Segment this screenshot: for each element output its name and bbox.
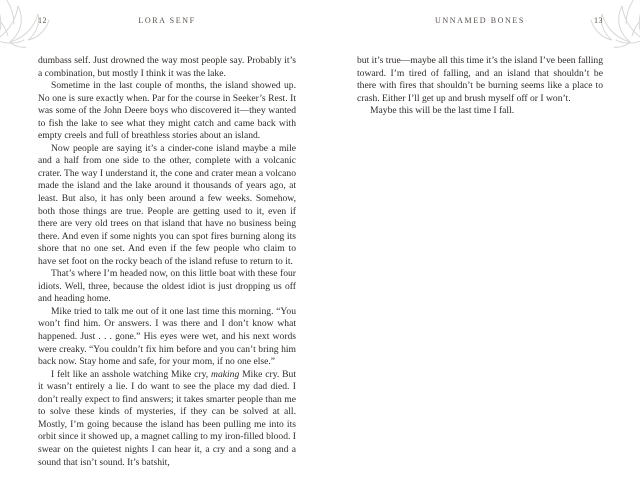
paragraph (38, 369, 296, 469)
paragraph: Mike tried to talk me out of it one last time this morning. “You won’t find him. Or answers. I was there and I don’t know what happened. Just . . . gone.” His eyes were wet, and his next words were creaky. “You couldn’t fix him before and you can’t bring him back now. Stay home and safe, for your mom, if no one else.” (38, 305, 296, 368)
paragraph-text: I felt like an asshole watching Mike cry, (51, 368, 212, 380)
running-header-author: LORA SENF (138, 16, 196, 25)
page-number-right: 13 (594, 16, 603, 25)
paragraph: Maybe this will be the last time I fall. (370, 105, 515, 117)
running-header-title: UNNAMED BONES (435, 16, 525, 25)
paragraph: That’s where I’m headed now, on this little boat with these four idiots. Well, three, because the oldest idiot is just dropping us off and heading home. (38, 268, 296, 305)
page-left (38, 16, 296, 469)
paragraph: dumbass self. Just drowned the way most people say. Probably it’s a combination, but mostly I think it was the lake. (38, 55, 296, 79)
paragraph-text: Mike cry. But it wasn’t entirely a lie. I do want to see the place my dad died. I don’t really expect to find answers; it takes smarter people than me to solve these kinds of mysteries, if they can be solved at all. Mostly, I’m going because the island has been pulling me into its orbit since it showed up, a magnet calling to my iron-filled blood. I swear on the quietest nights I can hear it, a cry and a song and a sound that isn’t sound. It’s batshit, (38, 368, 296, 468)
page-right-header (357, 16, 603, 28)
paragraph: Sometime in the last couple of months, the island showed up. No one is sure exactly when. Par for the course in Seeker’s Rest. It was some of the John Deere boys who discovered it—they wanted to fish the lake to see what they might catch and came back with empty creels and full of breathless stories about an island. (38, 80, 296, 142)
page-left-header (38, 16, 296, 28)
paragraph: but it’s true—maybe all this time it’s the island I’ve been falling toward. I’m tired of falling, and an island that shouldn’t be there with fires that shouldn’t be burning seems like a place to crash. Either I’ll get up and brush myself off or I won’t. (357, 55, 603, 104)
page-left-body (38, 55, 296, 469)
italic-word: making (211, 368, 240, 380)
page-right-body (357, 55, 603, 118)
page-right (357, 16, 603, 118)
page-number-left: 12 (38, 16, 47, 25)
paragraph: Now people are saying it’s a cinder-cone island maybe a mile and a half from one side to the other, complete with a volcanic crater. The way I understand it, the cone and crater mean a volcano made the island and the lake around it thousands of years ago, at least. But also, it has only been around a few weeks. Somehow, both those things are true. People are getting used to it, even if there are very old trees on that island that have no business being there. And even if some nights you can spot fires burning along its shore that no one set. And even if the few people who claim to have set foot on the rocky beach of the island refuse to return to it. (38, 142, 296, 267)
